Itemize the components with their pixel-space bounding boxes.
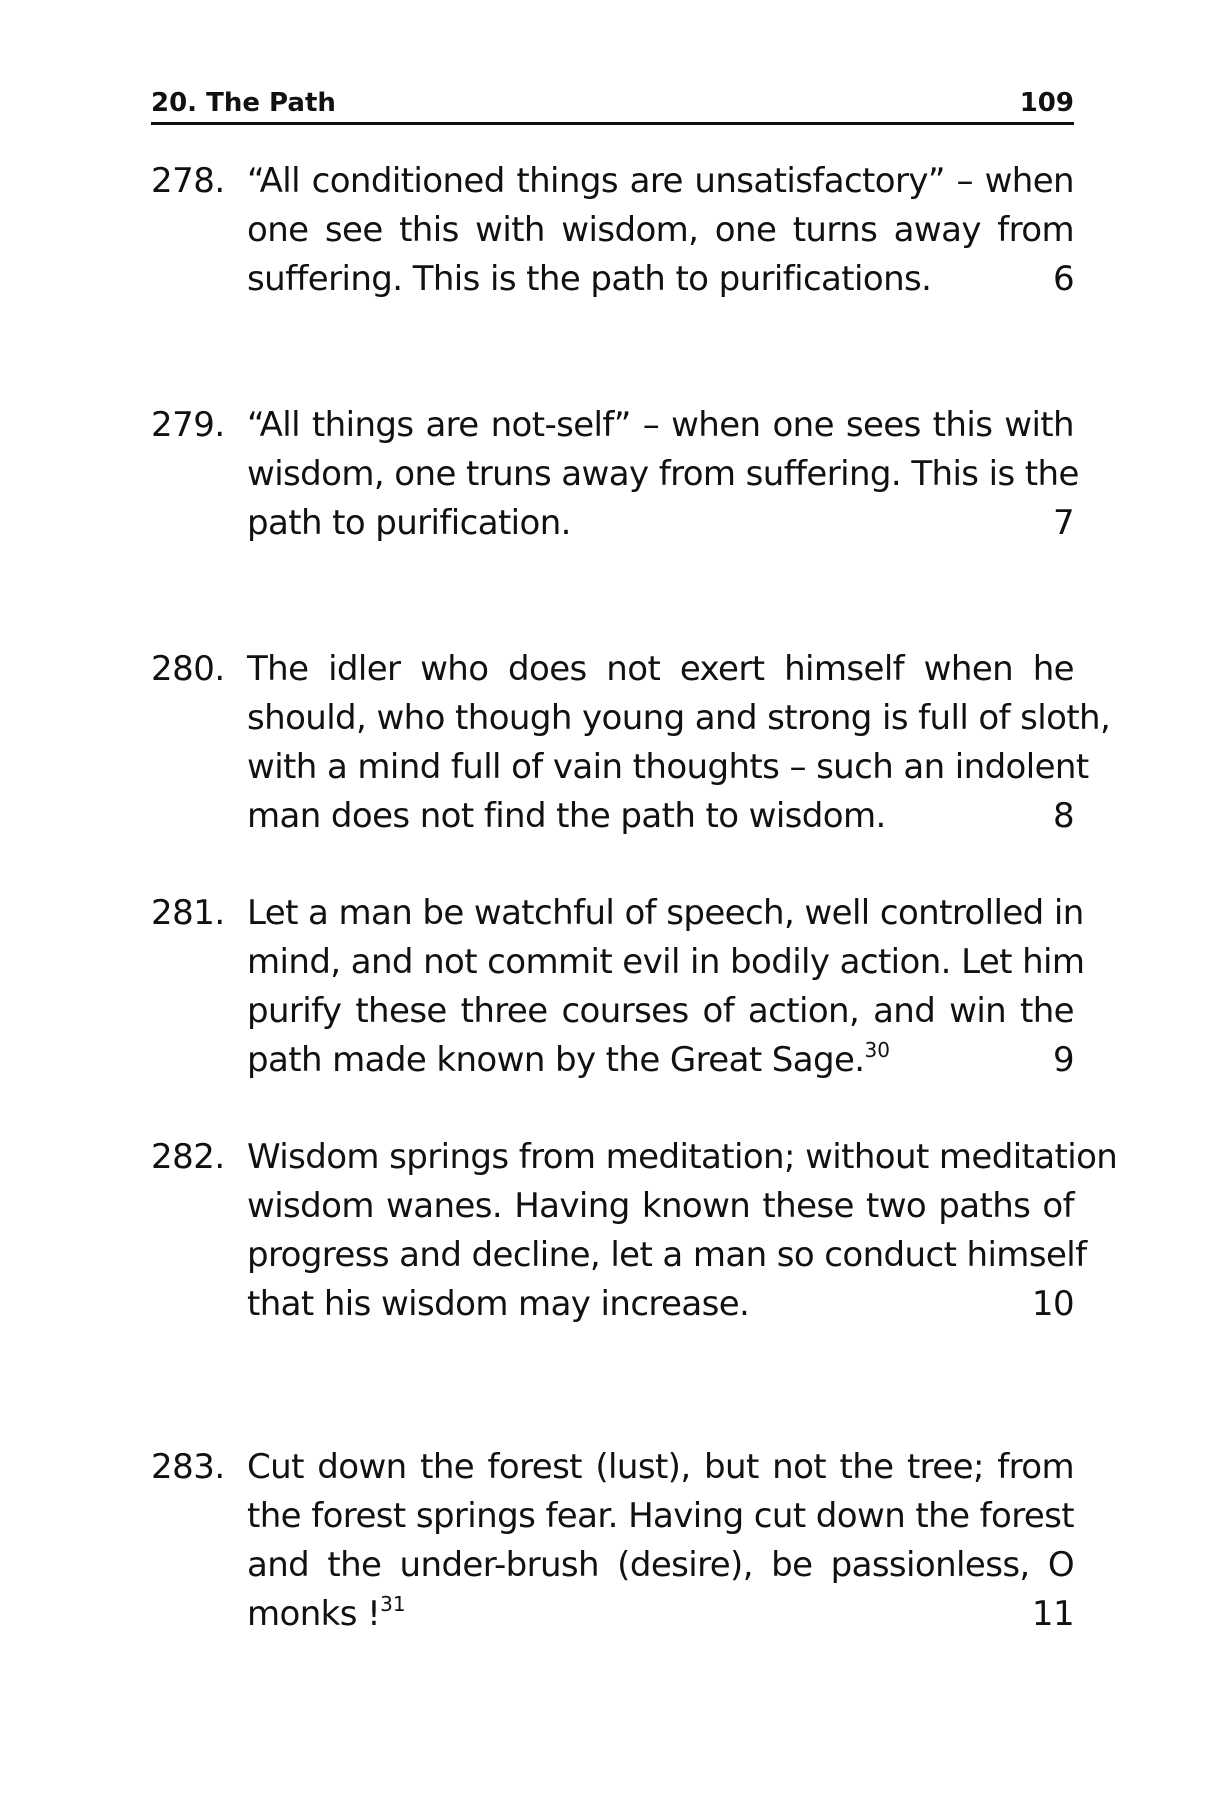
verse-line: monks ! (247, 1594, 381, 1634)
verse-text (247, 401, 1079, 548)
running-header (151, 84, 1074, 125)
verse-text (247, 1443, 1074, 1639)
verse-line: with a mind full of vain thoughts – such an indolent (247, 747, 1089, 787)
footnote-marker: 31 (380, 1592, 406, 1616)
verse-line: mind, and not commit evil in bodily action. Let him (247, 942, 1085, 982)
verse-line: Wisdom springs from meditation; without meditation (247, 1137, 1118, 1177)
verse-number: 281. (151, 893, 225, 933)
verse-line: suffering. This is the path to purifications. (247, 259, 932, 299)
verse-line: wisdom wanes. Having known these two paths of (247, 1186, 1074, 1226)
verse-line: progress and decline, let a man so conduct himself (247, 1235, 1087, 1275)
verse-line: man does not find the path to wisdom. (247, 796, 886, 836)
verse-text (247, 889, 1085, 1085)
verse-line: path to purification. (247, 503, 571, 543)
verse-line: wisdom, one truns away from suffering. This is the (247, 454, 1079, 494)
verse-line: Let a man be watchful of speech, well controlled in (247, 893, 1084, 933)
verse-line-last (247, 1590, 1074, 1639)
verse-line: Cut down the forest (lust), but not the tree; from (247, 1447, 1074, 1487)
verse-number: 283. (151, 1447, 225, 1487)
verse-line-last (247, 792, 1074, 841)
verse-line: The idler who does not exert himself when he (247, 649, 1074, 689)
verse-reference: 8 (1052, 796, 1074, 836)
verse-text (247, 645, 1111, 841)
verse-line: “All conditioned things are unsatisfactory” – when (247, 161, 1074, 201)
verse-line-last (247, 499, 1074, 548)
verse-line-last (247, 255, 1074, 304)
verse-number: 282. (151, 1137, 225, 1177)
verse-reference: 6 (1052, 259, 1074, 299)
verse-line: and the under-brush (desire), be passionless, O (247, 1545, 1074, 1585)
verse-line-last (247, 1036, 1074, 1085)
verse-number: 278. (151, 161, 225, 201)
verse-line: path made known by the Great Sage. (247, 1040, 865, 1080)
verse-number: 279. (151, 405, 225, 445)
verse-line: the forest springs fear. Having cut down the forest (247, 1496, 1074, 1536)
page-number: 109 (1019, 88, 1074, 118)
verse-line: purify these three courses of action, and win the (247, 991, 1074, 1031)
verse-reference: 11 (1031, 1594, 1074, 1634)
footnote-marker: 30 (864, 1038, 890, 1062)
verse-line-last (247, 1280, 1074, 1329)
verse-line: one see this with wisdom, one turns away from (247, 210, 1074, 250)
chapter-title: 20. The Path (151, 88, 336, 118)
verse-reference: 10 (1031, 1284, 1074, 1324)
verse-reference: 9 (1052, 1040, 1074, 1080)
verse-line: that his wisdom may increase. (247, 1284, 750, 1324)
verse-text (247, 157, 1074, 304)
verse-line: should, who though young and strong is full of sloth, (247, 698, 1111, 738)
verse-text (247, 1133, 1118, 1329)
verse-reference: 7 (1052, 503, 1074, 543)
verse-line: “All things are not-self” – when one sees this with (247, 405, 1074, 445)
verse-number: 280. (151, 649, 225, 689)
